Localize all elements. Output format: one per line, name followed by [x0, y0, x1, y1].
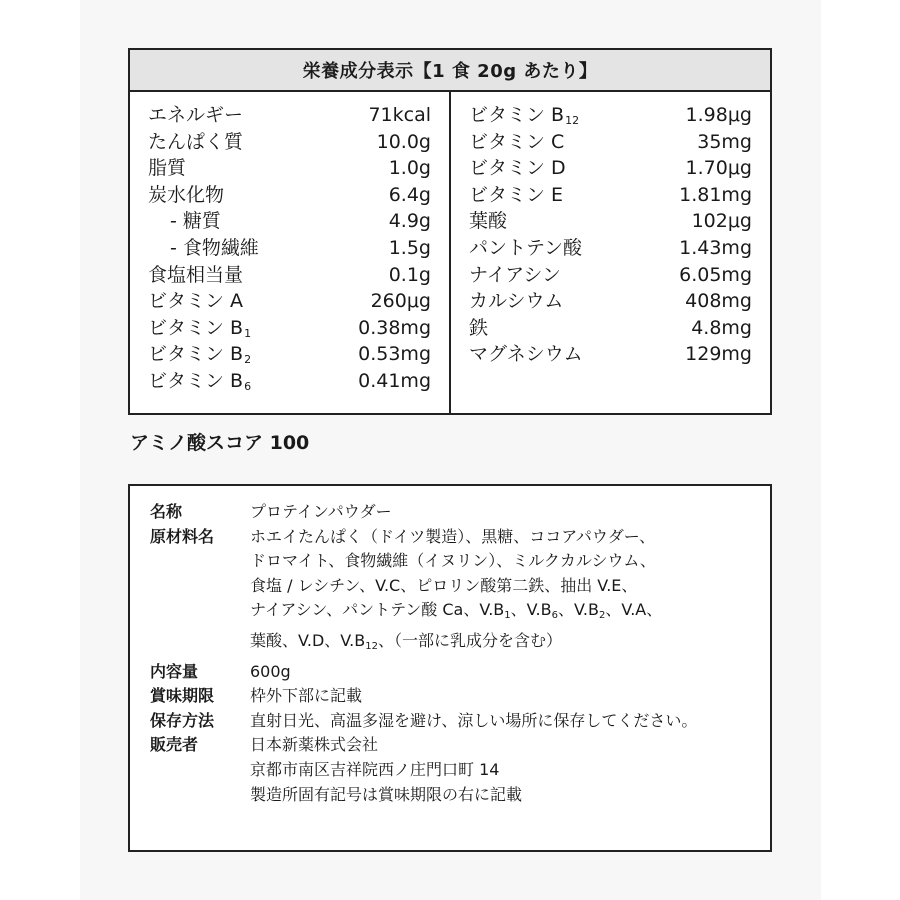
- product-info-line: 日本新薬株式会社: [250, 735, 379, 755]
- product-info-line: 食塩 / レシチン、V.C、ピロリン酸第二鉄、抽出 V.E、: [250, 575, 638, 595]
- product-info-line: 枠外下部に記載: [250, 686, 363, 706]
- nutrition-facts-table: [128, 48, 772, 415]
- nutrient-row: [469, 288, 752, 315]
- nutrient-row: [469, 208, 752, 235]
- nutrient-value: 408mg: [685, 290, 752, 313]
- nutrient-value: 1.43mg: [679, 236, 752, 259]
- nutrient-value: 1.5g: [388, 236, 431, 259]
- nutrition-column-right: [451, 92, 770, 413]
- product-info-line: ナイアシン、パントテン酸 Ca、$V.B_1$、$V.B_6$、$V.B_2$、V.A、: [250, 600, 663, 622]
- nutrient-row: [148, 235, 431, 262]
- nutrient-row: [148, 315, 431, 342]
- nutrient-name: 脂質: [148, 157, 187, 180]
- nutrient-value: 4.9g: [388, 210, 431, 233]
- product-info-row: [150, 525, 770, 660]
- nutrient-name: ビタミン A: [148, 290, 244, 313]
- product-info-value: [250, 733, 770, 807]
- nutrient-row: [148, 129, 431, 156]
- nutrient-name: ビタミン E: [469, 183, 564, 206]
- nutrient-name: パントテン酸: [469, 236, 583, 259]
- nutrient-value: 4.8mg: [691, 316, 752, 339]
- nutrient-value: 6.4g: [388, 183, 431, 206]
- nutrient-row: [148, 182, 431, 209]
- nutrient-row: [148, 102, 431, 129]
- nutrient-value: 0.38mg: [358, 316, 431, 339]
- nutrient-row: [469, 129, 752, 156]
- nutrition-table-title: 栄養成分表示【1 食 20g あたり】: [130, 50, 770, 92]
- nutrient-name: ナイアシン: [469, 263, 561, 286]
- product-info-row: [150, 660, 770, 685]
- nutrient-name: カルシウム: [469, 290, 564, 313]
- nutrient-name: - 糖質: [170, 210, 221, 233]
- product-info-key: 原材料名: [150, 526, 215, 546]
- nutrient-value: 260μg: [370, 290, 431, 313]
- product-info-value: [250, 525, 770, 660]
- nutrient-row: [469, 102, 752, 129]
- nutrient-row: [469, 262, 752, 289]
- product-info-box: [128, 484, 772, 852]
- nutrient-row: [469, 235, 752, 262]
- nutrient-name: マグネシウム: [469, 343, 583, 366]
- nutrient-row: [148, 368, 431, 395]
- nutrient-value: 0.41mg: [358, 369, 431, 392]
- product-info-line: プロテインパウダー: [250, 502, 392, 521]
- product-info-row: [150, 500, 770, 525]
- nutrient-name: エネルギー: [148, 104, 244, 126]
- product-info-line: 600g: [250, 661, 291, 681]
- nutrient-name: ビタミン D: [469, 157, 566, 180]
- nutrient-name: たんぱく質: [148, 130, 244, 153]
- nutrient-row: [469, 155, 752, 182]
- nutrient-name: 食塩相当量: [148, 263, 244, 286]
- nutrient-value: 129mg: [685, 343, 752, 366]
- product-info-line: 葉酸、V.D、$V.B_{12}$、（一部に乳成分を含む）: [250, 630, 562, 652]
- nutrient-value: 0.1g: [388, 263, 431, 286]
- nutrient-name: ビタミン C: [469, 130, 565, 153]
- nutrient-value: 35mg: [697, 130, 752, 153]
- nutrient-value: 1.0g: [388, 157, 431, 180]
- product-info-row: [150, 733, 770, 807]
- product-info-value: [250, 684, 770, 709]
- nutrient-row: [148, 155, 431, 182]
- product-info-key: 内容量: [150, 661, 199, 681]
- nutrient-name: - 食物繊維: [170, 236, 259, 259]
- product-info-row: [150, 709, 770, 734]
- product-info-line: ホエイたんぱく（ドイツ製造）、黒糖、ココアパウダー、: [250, 526, 656, 546]
- nutrient-row: [469, 315, 752, 342]
- nutrient-name: ビタミン $B_2$: [148, 343, 252, 367]
- product-info-value: [250, 500, 770, 525]
- nutrient-value: 10.0g: [376, 130, 431, 153]
- nutrient-name: ビタミン $B_{12}$: [469, 104, 580, 127]
- product-info-key: 名称: [150, 502, 183, 521]
- nutrient-row: [469, 341, 752, 368]
- product-info-line: ドロマイト、食物繊維（イヌリン）、ミルクカルシウム、: [250, 551, 656, 571]
- nutrient-row: [148, 262, 431, 289]
- product-info-key: 賞味期限: [150, 686, 215, 706]
- nutrient-value: 1.98μg: [685, 104, 752, 126]
- product-info-row: [150, 684, 770, 709]
- product-info-value: [250, 660, 770, 685]
- product-info-key: 販売者: [150, 735, 199, 755]
- nutrient-row: [148, 341, 431, 368]
- nutrient-name: ビタミン $B_1$: [148, 316, 252, 340]
- product-info-value: [250, 709, 770, 734]
- product-info-line: 製造所固有記号は賞味期限の右に記載: [250, 784, 523, 804]
- nutrient-name: 炭水化物: [148, 183, 225, 206]
- nutrient-name: 葉酸: [469, 210, 508, 233]
- product-info-key: 保存方法: [150, 710, 215, 730]
- nutrient-row: [148, 208, 431, 235]
- nutrient-value: 1.70μg: [685, 157, 752, 180]
- nutrient-value: 71kcal: [368, 104, 431, 126]
- nutrient-value: 102μg: [691, 210, 752, 233]
- nutrition-column-left: [130, 92, 451, 413]
- nutrient-row: [148, 288, 431, 315]
- amino-acid-score: アミノ酸スコア 100: [130, 432, 310, 454]
- product-info-line: 直射日光、高温多湿を避け、涼しい場所に保存してください。: [250, 710, 698, 730]
- nutrient-value: 1.81mg: [679, 183, 752, 206]
- product-info-line: 京都市南区吉祥院西ノ庄門口町 14: [250, 759, 500, 779]
- nutrient-name: 鉄: [469, 316, 489, 339]
- nutrient-value: 0.53mg: [358, 343, 431, 366]
- nutrient-value: 6.05mg: [679, 263, 752, 286]
- nutrient-row: [469, 182, 752, 209]
- nutrient-name: ビタミン $B_6$: [148, 369, 252, 393]
